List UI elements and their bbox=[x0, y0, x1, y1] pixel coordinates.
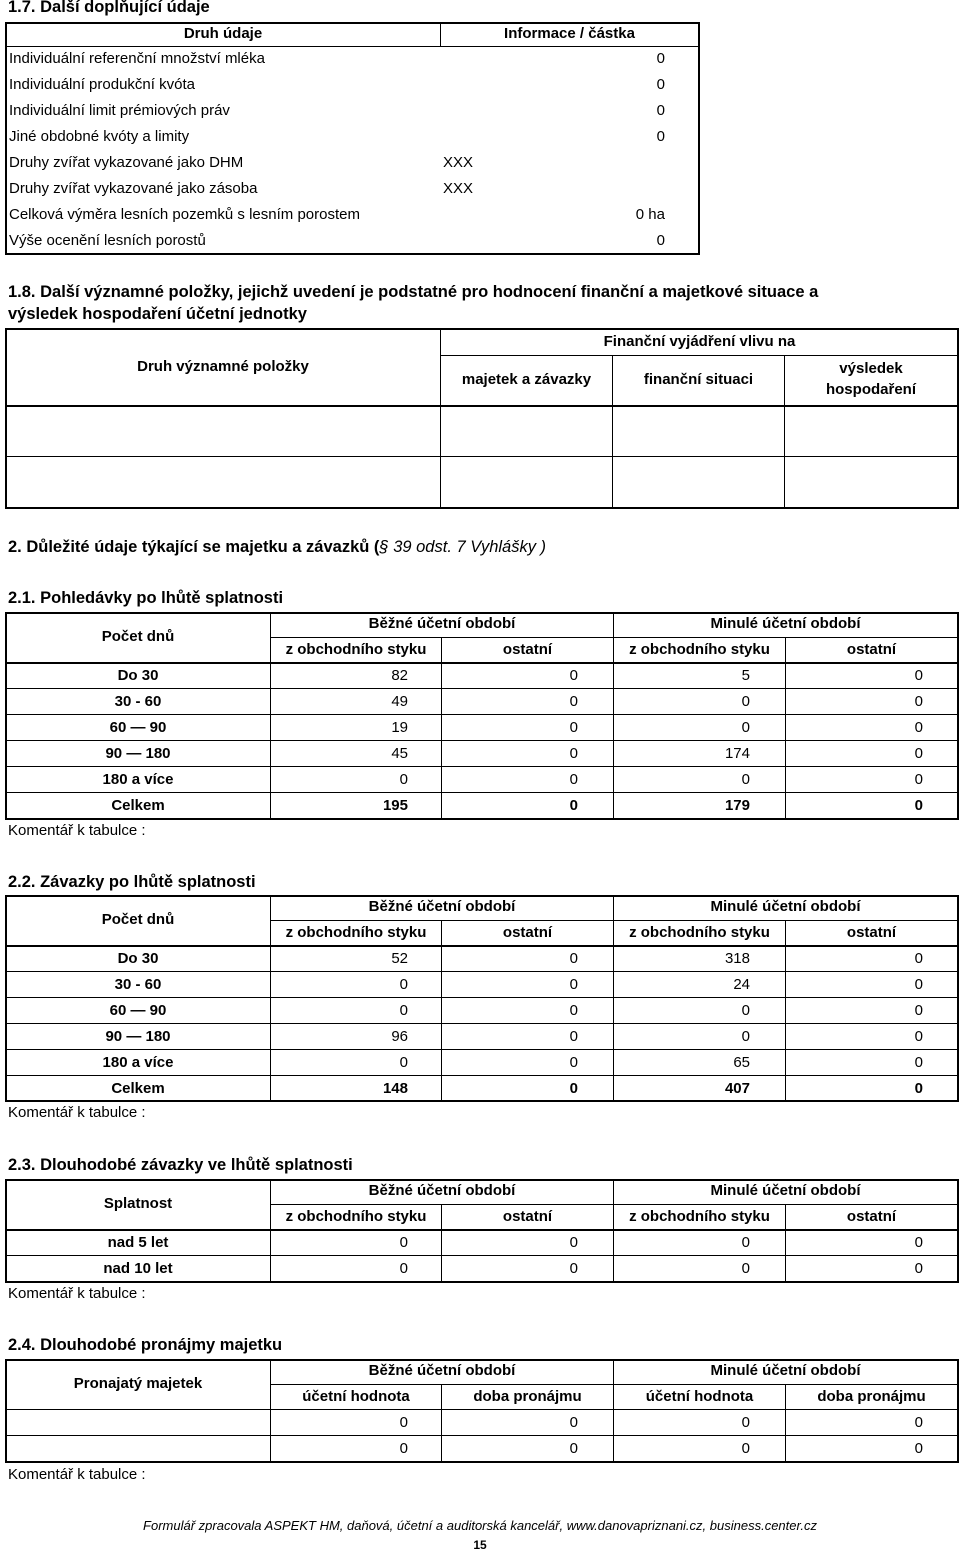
cell: 0 bbox=[569, 745, 578, 762]
cell: 0 bbox=[569, 1054, 578, 1071]
cell: 0 bbox=[569, 693, 578, 710]
column-header-druh-polozky: Druh významné položky bbox=[137, 358, 309, 375]
cell: 0 bbox=[914, 950, 923, 967]
cell: 0 bbox=[741, 1260, 750, 1277]
section-2-title-a: 2. Důležité údaje týkající se majetku a závazků ( bbox=[8, 538, 380, 556]
row-label: Individuální limit prémiových práv bbox=[9, 102, 230, 119]
cell: 0 bbox=[569, 797, 578, 814]
column-header-vysledek-line1: výsledek bbox=[839, 360, 903, 377]
cell: 0 bbox=[569, 1234, 578, 1251]
column-header-trade: z obchodního styku bbox=[285, 1208, 427, 1225]
column-header-financni-situaci: finanční situaci bbox=[643, 371, 754, 388]
cell: 0 bbox=[399, 771, 408, 788]
cell: 0 bbox=[914, 1260, 923, 1277]
comment-label: Komentář k tabulce : bbox=[8, 1466, 146, 1483]
cell: 0 bbox=[569, 719, 578, 736]
cell: 0 bbox=[569, 1028, 578, 1045]
column-group-previous: Minulé účetní období bbox=[710, 1362, 861, 1379]
cell: 174 bbox=[724, 745, 750, 762]
row-header-pocet-dnu: Počet dnů bbox=[101, 628, 175, 645]
row-label: Celková výměra lesních pozemků s lesním porostem bbox=[9, 206, 360, 223]
row-label: 180 a více bbox=[102, 1054, 174, 1071]
cell: 65 bbox=[733, 1054, 750, 1071]
cell: 45 bbox=[391, 745, 408, 762]
column-header-trade: z obchodního styku bbox=[285, 641, 427, 658]
cell: 0 bbox=[399, 1260, 408, 1277]
row-value: 0 bbox=[656, 102, 665, 119]
column-group-previous: Minulé účetní období bbox=[710, 898, 861, 915]
row-label: Individuální produkční kvóta bbox=[9, 76, 195, 93]
cell: 0 bbox=[399, 1002, 408, 1019]
cell: 0 bbox=[399, 1414, 408, 1431]
column-header-majetek-zavazky: majetek a závazky bbox=[461, 371, 592, 388]
row-label: 30 - 60 bbox=[114, 693, 162, 710]
row-label: 90 — 180 bbox=[105, 745, 171, 762]
row-value: 0 bbox=[656, 232, 665, 249]
row-label: Jiné obdobné kvóty a limity bbox=[9, 128, 190, 145]
cell: 0 bbox=[914, 1080, 923, 1097]
footer-text: Formulář zpracovala ASPEKT HM, daňová, účetní a auditorská kancelář, www.danovapriznani.cz, business.center.cz bbox=[143, 1518, 817, 1533]
column-header-informace: Informace / částka bbox=[504, 25, 635, 42]
cell: 318 bbox=[724, 950, 750, 967]
row-label: nad 10 let bbox=[103, 1260, 173, 1277]
cell: 0 bbox=[741, 771, 750, 788]
cell: 49 bbox=[391, 693, 408, 710]
section-2-title bbox=[8, 538, 546, 557]
row-label: Druhy zvířat vykazované jako zásoba bbox=[9, 180, 258, 197]
cell: 0 bbox=[399, 1234, 408, 1251]
cell: 0 bbox=[914, 1234, 923, 1251]
comment-label: Komentář k tabulce : bbox=[8, 822, 146, 839]
row-value: 0 bbox=[656, 50, 665, 67]
cell: 96 bbox=[391, 1028, 408, 1045]
cell: 0 bbox=[569, 976, 578, 993]
column-header-doba-pronajmu: doba pronájmu bbox=[473, 1388, 582, 1405]
row-label: Individuální referenční množství mléka bbox=[9, 50, 265, 67]
cell: 0 bbox=[741, 1440, 750, 1457]
column-header-other: ostatní bbox=[502, 1208, 553, 1225]
cell: 0 bbox=[914, 667, 923, 684]
column-group-current: Běžné účetní období bbox=[368, 898, 516, 915]
section-1-8-title-line1: 1.8. Další významné položky, jejichž uvedení je podstatné pro hodnocení finanční a majetkové situace a bbox=[8, 283, 819, 301]
column-header-other: ostatní bbox=[502, 924, 553, 941]
cell: 0 bbox=[741, 1414, 750, 1431]
cell: 148 bbox=[382, 1080, 408, 1097]
cell: 195 bbox=[382, 797, 408, 814]
row-header-splatnost: Splatnost bbox=[103, 1195, 173, 1212]
row-label: Výše ocenění lesních porostů bbox=[9, 232, 206, 249]
row-label: 180 a více bbox=[102, 771, 174, 788]
column-header-ucetni-hodnota: účetní hodnota bbox=[645, 1388, 754, 1405]
cell: 0 bbox=[914, 1028, 923, 1045]
cell: 5 bbox=[741, 667, 750, 684]
cell: 0 bbox=[914, 719, 923, 736]
cell: 0 bbox=[399, 1054, 408, 1071]
cell: 0 bbox=[569, 667, 578, 684]
comment-label: Komentář k tabulce : bbox=[8, 1285, 146, 1302]
cell: 0 bbox=[741, 1234, 750, 1251]
column-group-previous: Minulé účetní období bbox=[710, 615, 861, 632]
column-header-trade: z obchodního styku bbox=[629, 924, 770, 941]
cell: 0 bbox=[399, 976, 408, 993]
section-2-3-title: 2.3. Dlouhodobé závazky ve lhůtě splatnosti bbox=[8, 1156, 353, 1174]
cell: 19 bbox=[391, 719, 408, 736]
section-2-title-b: 39 odst. 7 Vyhlášky ) bbox=[388, 538, 547, 556]
section-1-7-title: 1.7. Další doplňující údaje bbox=[8, 0, 210, 16]
column-header-ucetni-hodnota: účetní hodnota bbox=[302, 1388, 410, 1405]
column-group-current: Běžné účetní období bbox=[368, 1362, 516, 1379]
cell: 179 bbox=[724, 797, 750, 814]
cell: 0 bbox=[914, 745, 923, 762]
cell: 0 bbox=[569, 1414, 578, 1431]
column-group-financni-vyjadreni: Finanční vyjádření vlivu na bbox=[603, 333, 796, 350]
row-label: 60 — 90 bbox=[109, 719, 167, 736]
cell: 0 bbox=[914, 1054, 923, 1071]
column-header-vysledek-line2: hospodaření bbox=[825, 381, 916, 398]
row-label: Druhy zvířat vykazované jako DHM bbox=[9, 154, 244, 171]
cell: 0 bbox=[569, 1080, 578, 1097]
cell: 0 bbox=[569, 771, 578, 788]
column-group-current: Běžné účetní období bbox=[368, 1182, 516, 1199]
column-header-other: ostatní bbox=[846, 1208, 897, 1225]
column-header-other: ostatní bbox=[502, 641, 553, 658]
cell: 0 bbox=[914, 1414, 923, 1431]
section-1-8-title-line2: výsledek hospodaření účetní jednotky bbox=[8, 305, 307, 323]
section-2-1-title: 2.1. Pohledávky po lhůtě splatnosti bbox=[8, 589, 284, 607]
row-label: Celkem bbox=[111, 797, 165, 814]
row-header-pronajaty-majetek: Pronajatý majetek bbox=[73, 1375, 203, 1392]
cell: 0 bbox=[914, 771, 923, 788]
section-2-title-sign: § bbox=[379, 538, 389, 556]
cell: 0 bbox=[914, 1002, 923, 1019]
cell: 0 bbox=[569, 1440, 578, 1457]
column-header-other: ostatní bbox=[846, 924, 897, 941]
row-value: 0 bbox=[656, 76, 665, 93]
page-number: 15 bbox=[473, 1538, 487, 1552]
column-header-trade: z obchodního styku bbox=[629, 641, 770, 658]
row-value: 0 bbox=[656, 128, 665, 145]
cell: 0 bbox=[914, 1440, 923, 1457]
row-label: Do 30 bbox=[117, 950, 159, 967]
column-group-current: Běžné účetní období bbox=[368, 615, 516, 632]
cell: 0 bbox=[741, 1028, 750, 1045]
cell: 0 bbox=[741, 719, 750, 736]
cell: 0 bbox=[569, 950, 578, 967]
row-value: 0 ha bbox=[635, 206, 665, 223]
column-header-trade: z obchodního styku bbox=[629, 1208, 770, 1225]
column-header-doba-pronajmu: doba pronájmu bbox=[817, 1388, 926, 1405]
cell: 82 bbox=[391, 667, 408, 684]
row-label: 60 — 90 bbox=[109, 1002, 167, 1019]
column-header-trade: z obchodního styku bbox=[285, 924, 427, 941]
cell: 0 bbox=[914, 693, 923, 710]
section-2-4-title: 2.4. Dlouhodobé pronájmy majetku bbox=[8, 1336, 283, 1354]
cell: 0 bbox=[399, 1440, 408, 1457]
column-header-druh-udaje: Druh údaje bbox=[183, 25, 263, 42]
cell: 0 bbox=[569, 1260, 578, 1277]
column-header-other: ostatní bbox=[846, 641, 897, 658]
cell: 52 bbox=[391, 950, 408, 967]
comment-label: Komentář k tabulce : bbox=[8, 1104, 146, 1121]
row-mid: XXX bbox=[443, 154, 474, 171]
cell: 24 bbox=[733, 976, 750, 993]
cell: 0 bbox=[914, 976, 923, 993]
column-group-previous: Minulé účetní období bbox=[710, 1182, 861, 1199]
row-label: Do 30 bbox=[117, 667, 159, 684]
row-header-pocet-dnu: Počet dnů bbox=[101, 911, 175, 928]
cell: 0 bbox=[569, 1002, 578, 1019]
row-label: 30 - 60 bbox=[114, 976, 162, 993]
cell: 0 bbox=[741, 693, 750, 710]
cell: 407 bbox=[724, 1080, 750, 1097]
row-label: Celkem bbox=[111, 1080, 165, 1097]
cell: 0 bbox=[741, 1002, 750, 1019]
row-label: nad 5 let bbox=[107, 1234, 169, 1251]
section-2-2-title: 2.2. Závazky po lhůtě splatnosti bbox=[8, 873, 256, 891]
row-label: 90 — 180 bbox=[105, 1028, 171, 1045]
row-mid: XXX bbox=[443, 180, 474, 197]
cell: 0 bbox=[914, 797, 923, 814]
